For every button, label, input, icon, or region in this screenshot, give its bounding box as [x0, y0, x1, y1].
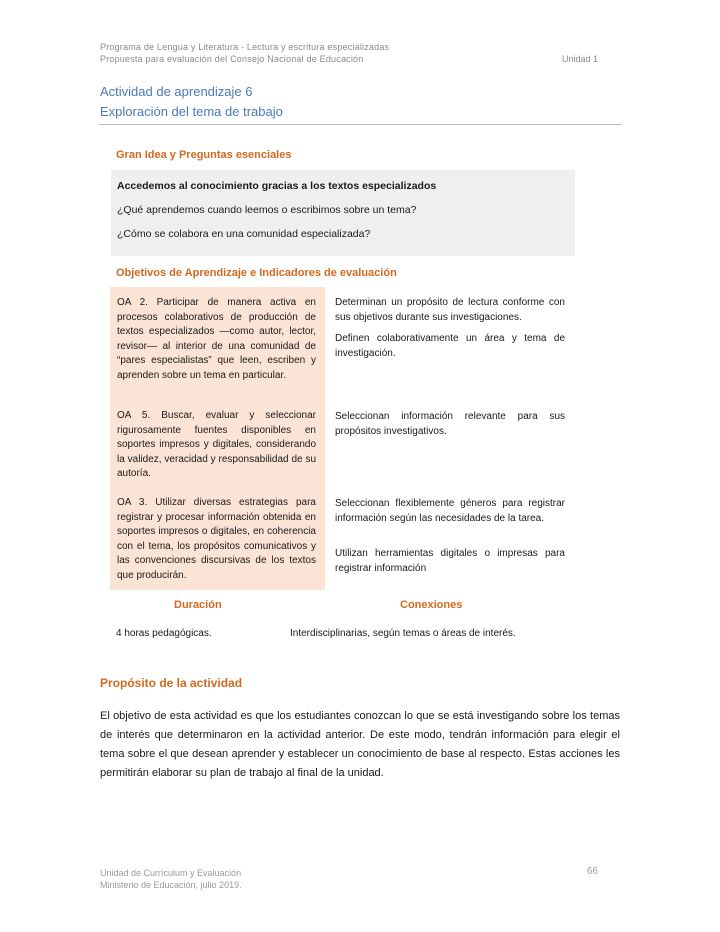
big-idea-statement: Accedemos al conocimiento gracias a los textos especializados: [117, 180, 437, 192]
activity-subtitle: Exploración del tema de trabajo: [100, 104, 283, 119]
evaluation-indicator: Definen colaborativamente un área y tema de investigación.: [335, 333, 565, 359]
evaluation-indicator: Determinan un propósito de lectura conforme con sus objetivos durante sus investigaciones.: [335, 297, 565, 323]
essential-question: ¿Cómo se colabora en una comunidad especializada?: [117, 228, 371, 240]
evaluation-indicator: Seleccionan flexiblemente géneros para registrar información según las necesidades de la tarea.: [335, 498, 565, 524]
essential-question: ¿Qué aprendemos cuando leemos o escribimos sobre un tema?: [117, 204, 417, 216]
learning-objective: OA 2. Participar de manera activa en procesos colaborativos de producción de textos especializados —como autor, lector, revisor— al interior de una comunidad de “pares especialistas” que leen, escriben y aprenden sobre un tema en particular.: [117, 297, 316, 381]
learning-objective: OA 5. Buscar, evaluar y seleccionar rigurosamente fuentes disponibles en soportes impresos y digitales, considerando la validez, veracidad y responsabilidad de su autoría.: [117, 410, 316, 479]
duration-value: 4 horas pedagógicas.: [116, 628, 212, 639]
footer-ministry: Ministerio de Educación, julio 2019.: [100, 880, 242, 890]
objectives-heading: Objetivos de Aprendizaje e Indicadores de evaluación: [116, 267, 397, 279]
big-idea-box: [111, 170, 575, 256]
purpose-heading: Propósito de la actividad: [100, 676, 243, 690]
header-proposal: Propuesta para evaluación del Consejo Nacional de Educación: [100, 54, 364, 64]
connections-heading: Conexiones: [400, 599, 463, 611]
connections-value: Interdisciplinarias, según temas o áreas de interés.: [290, 628, 516, 639]
header-unit: Unidad 1: [561, 54, 598, 64]
activity-title: Actividad de aprendizaje 6: [100, 84, 253, 99]
footer-unit: Unidad de Currículum y Evaluación: [100, 868, 242, 878]
duration-heading: Duración: [174, 599, 222, 611]
title-divider: [99, 124, 622, 125]
objectives-column: [110, 287, 325, 590]
page-number: 66: [586, 866, 598, 877]
evaluation-indicator: Seleccionan información relevante para sus propósitos investigativos.: [335, 411, 565, 437]
learning-objective: OA 3. Utilizar diversas estrategias para registrar y procesar información obtenida en soportes impresos o digitales, en coherencia con el tema, los propósitos comunicativos y las convenciones discursivas de los textos que producirán.: [117, 497, 316, 581]
evaluation-indicator: Utilizan herramientas digitales o impresas para registrar información: [335, 548, 565, 574]
header-program: Programa de Lengua y Literatura - Lectura y escritura especializadas: [100, 42, 390, 52]
big-idea-heading: Gran Idea y Preguntas esenciales: [116, 149, 292, 161]
purpose-text: El objetivo de esta actividad es que los estudiantes conozcan lo que se está investigando sobre los temas de interés que determinaron en la actividad anterior. De este modo, tendrán información para elegir el tema sobre el que desean aprender y establecer un conocimiento de base al respecto. Estas acciones les permitirán elaborar su plan de trabajo al final de la unidad.: [100, 710, 620, 779]
